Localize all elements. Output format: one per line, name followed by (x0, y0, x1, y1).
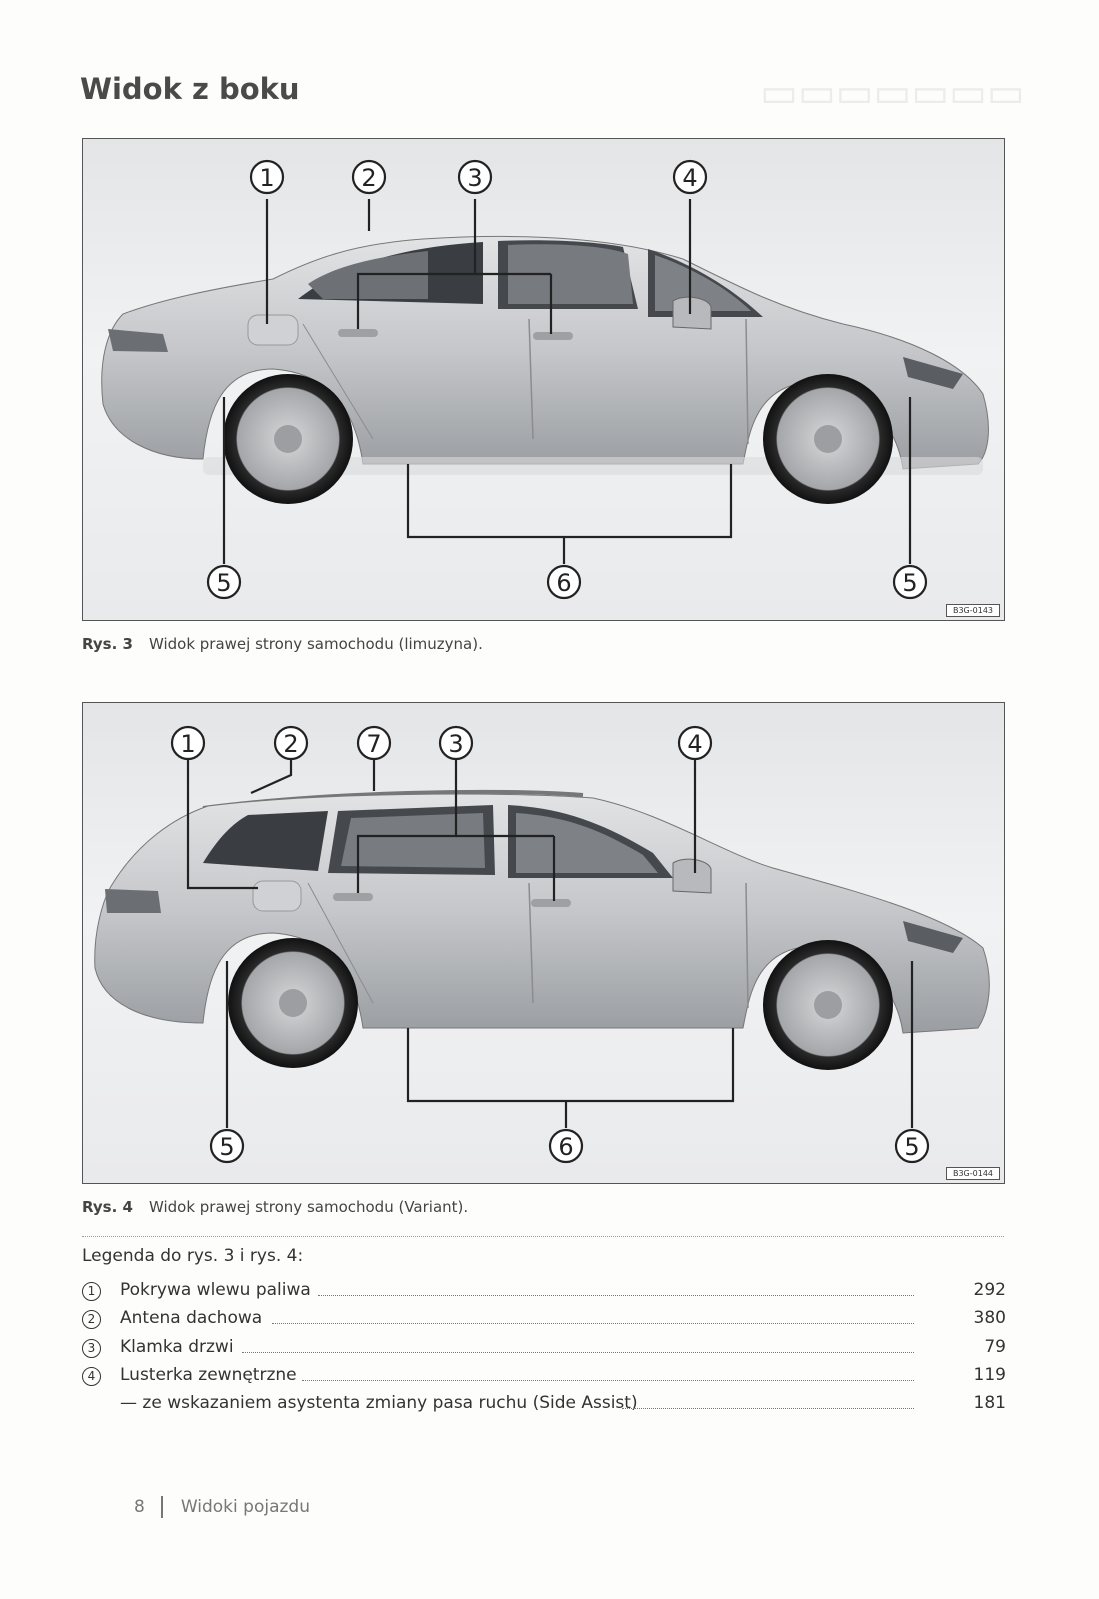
callout-4-label: 4 (682, 164, 698, 192)
page-number: 8 (134, 1497, 145, 1517)
legend-item-label: Pokrywa wlewu paliwa (120, 1280, 311, 1300)
legend-item-page: 380 (973, 1308, 1006, 1328)
leader-dots (302, 1380, 914, 1381)
bleed-through-decoration: ▭▭▭▭▭▭▭ (760, 70, 1025, 116)
callout-5-rear-label: 5 (216, 569, 232, 597)
callout-2 (275, 727, 307, 759)
leader-dots (318, 1295, 914, 1296)
callout-4 (679, 727, 711, 759)
figure-variant (82, 702, 1005, 1184)
leader-dots (272, 1323, 914, 1324)
legend-item-label: — ze wskazaniem asystenta zmiany pasa ruchu (Side Assist) (120, 1393, 638, 1413)
callout-6-label: 6 (556, 569, 572, 597)
callout-3-label: 3 (448, 730, 464, 758)
callout-5-rear-label: 5 (219, 1133, 235, 1161)
legend-item-label: Klamka drzwi (120, 1337, 234, 1357)
callout-3-label: 3 (467, 164, 483, 192)
legend-item-label: Lusterka zewnętrzne (120, 1365, 297, 1385)
legend-item-number: 4 (82, 1367, 101, 1386)
callout-4 (674, 161, 706, 193)
callout-2-label: 2 (361, 164, 377, 192)
callout-1-label: 1 (180, 730, 196, 758)
legend-item (82, 1308, 1006, 1334)
legend-item (82, 1393, 1006, 1419)
callout-6-label: 6 (558, 1133, 574, 1161)
section-name: Widoki pojazdu (180, 1497, 310, 1517)
rear-door-glass (341, 813, 485, 868)
callout-1 (251, 161, 283, 193)
callout-5-rear (211, 1130, 243, 1162)
door-handle-front (531, 899, 571, 907)
legend-item-number: 1 (82, 1282, 101, 1301)
callout-6 (548, 566, 580, 598)
callout-5-rear (208, 566, 240, 598)
callout-1-label: 1 (259, 164, 275, 192)
legend-item-number: 2 (82, 1310, 101, 1329)
callout-3 (459, 161, 491, 193)
footer-separator (161, 1496, 163, 1518)
callout-3 (440, 727, 472, 759)
legend-divider (82, 1236, 1004, 1237)
legend-title: Legenda do rys. 3 i rys. 4: (82, 1246, 304, 1266)
callout-6 (550, 1130, 582, 1162)
variant-illustration (83, 703, 1004, 1183)
door-handle-rear (333, 893, 373, 901)
leader-dots (622, 1408, 914, 1409)
figure-code: B3G-0144 (946, 1167, 1000, 1180)
callout-2 (353, 161, 385, 193)
door-handle-front (533, 332, 573, 340)
legend-item-page: 181 (973, 1393, 1006, 1413)
caption-text: Widok prawej strony samochodu (limuzyna). (148, 635, 483, 653)
callout-5-front-label: 5 (904, 1133, 920, 1161)
legend-item (82, 1365, 1006, 1391)
door-handle-rear (338, 329, 378, 337)
callout-5-front (896, 1130, 928, 1162)
callout-5-front (894, 566, 926, 598)
legend-item (82, 1280, 1006, 1306)
leader-dots (242, 1352, 914, 1353)
callout-2-label: 2 (283, 730, 299, 758)
figure-code: B3G-0143 (946, 604, 1000, 617)
sedan-illustration (83, 139, 1004, 620)
fuel-flap (248, 315, 298, 345)
fuel-flap (253, 881, 301, 911)
caption-number: Rys. 3 (82, 635, 133, 653)
legend-item-number: 3 (82, 1339, 101, 1358)
legend-item-page: 79 (984, 1337, 1006, 1357)
figure-caption-variant (82, 1198, 468, 1216)
legend-item-page: 292 (973, 1280, 1006, 1300)
legend-item (82, 1337, 1006, 1363)
tail-light (105, 889, 161, 913)
figure-caption-sedan (82, 635, 483, 653)
callout-7-label: 7 (366, 730, 382, 758)
side-mirror (673, 859, 711, 893)
callout-7 (358, 727, 390, 759)
figure-sedan (82, 138, 1005, 621)
caption-text: Widok prawej strony samochodu (Variant). (148, 1198, 469, 1216)
legend-item-page: 119 (973, 1365, 1006, 1385)
callout-1 (172, 727, 204, 759)
page-heading: Widok z boku (80, 72, 300, 106)
page-footer (134, 1496, 310, 1518)
caption-number: Rys. 4 (82, 1198, 133, 1216)
side-mirror (673, 297, 711, 329)
callout-4-label: 4 (687, 730, 703, 758)
callout-5-front-label: 5 (902, 569, 918, 597)
legend-item-label: Antena dachowa (120, 1308, 263, 1328)
